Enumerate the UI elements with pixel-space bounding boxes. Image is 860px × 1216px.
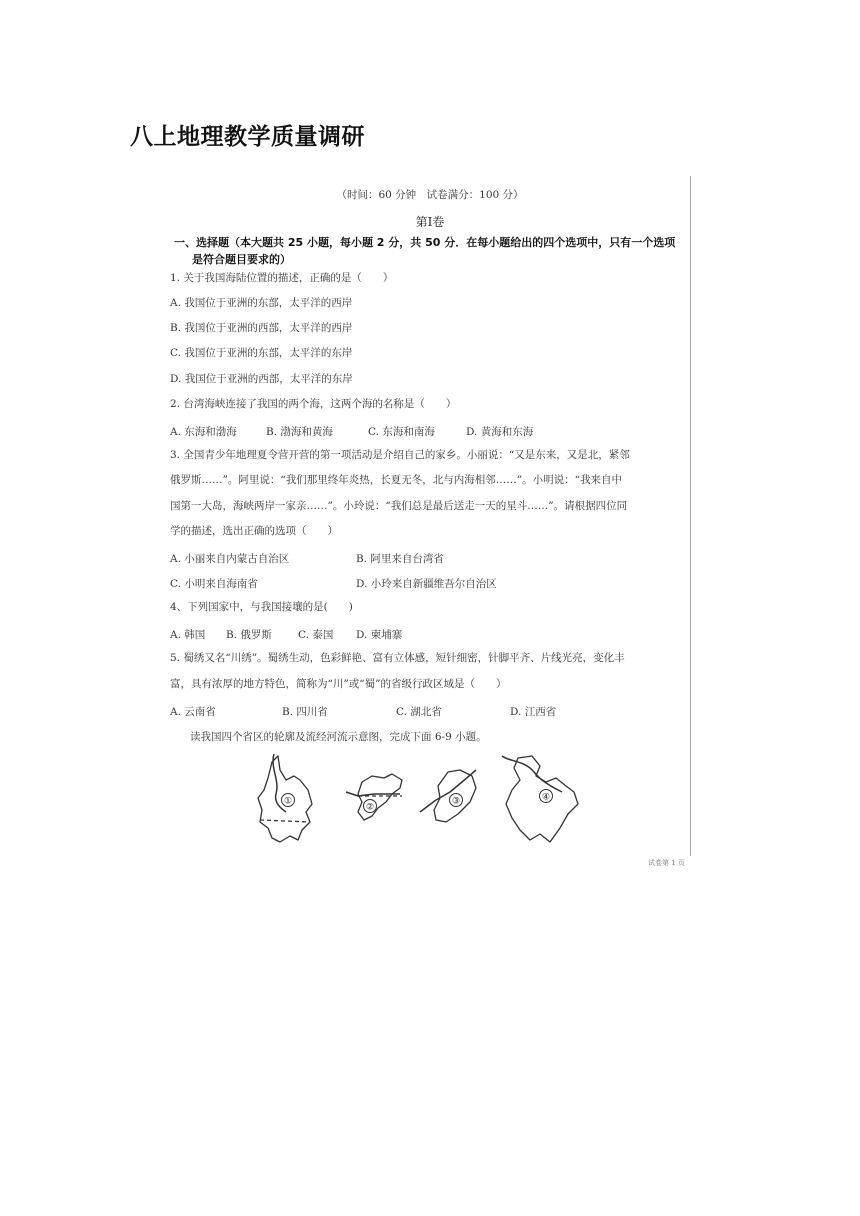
- province-4-label: ④: [541, 792, 551, 803]
- province-4-river: [502, 756, 562, 792]
- question-1-option-b: B. 我国位于亚洲的西部，太平洋的西岸: [170, 322, 353, 334]
- question-3-stem-line3: 国第一大岛，海峡两岸一家亲……”。小玲说：“我们总是最后送走一天的星斗……”。请根据四位同: [170, 500, 628, 512]
- question-2-option-a: A. 东海和渤海: [170, 426, 237, 438]
- question-3-stem-line1: 3. 全国青少年地理夏令营开营的第一项活动是介绍自己的家乡。小丽说：“又是东来，又是北，紧邻: [170, 449, 630, 461]
- question-5-option-d: D. 江西省: [510, 706, 557, 718]
- question-2-stem: 2. 台湾海峡连接了我国的两个海，这两个海的名称是（ ）: [170, 398, 457, 410]
- map-instruction: 读我国四个省区的轮廓及流经河流示意图，完成下面 6-9 小题。: [190, 731, 487, 743]
- exam-volume: 第Ⅰ卷: [415, 215, 445, 229]
- question-3-option-a: A. 小丽来自内蒙古自治区: [170, 553, 290, 565]
- province-3-label: ③: [451, 796, 461, 807]
- question-4-option-c: C. 泰国: [298, 629, 334, 641]
- question-2-option-c: C. 东海和南海: [368, 426, 435, 438]
- question-4-option-d: D. 柬埔寨: [356, 629, 403, 641]
- question-3-stem-line2: 俄罗斯……”。阿里说：“我们那里终年炎热，长夏无冬，北与内海相邻……”。小明说：“我来自中: [170, 474, 622, 486]
- question-1-stem: 1. 关于我国海陆位置的描述，正确的是（ ）: [170, 272, 394, 284]
- question-3-stem-line4: 学的描述，选出正确的选项（ ）: [170, 525, 338, 537]
- question-3-option-b: B. 阿里来自台湾省: [356, 553, 444, 565]
- question-4-stem: 4、下列国家中，与我国接壤的是( ): [170, 601, 353, 613]
- question-5-option-c: C. 湖北省: [396, 706, 442, 718]
- question-4-option-a: A. 韩国: [170, 629, 206, 641]
- question-5-stem-line1: 5. 蜀绣又名“川绣”。蜀绣生动，色彩鲜艳、富有立体感，短针细密，针脚平齐、片线光亮，变化丰: [170, 652, 625, 664]
- section-heading: [174, 234, 694, 268]
- province-2-label: ②: [365, 802, 375, 813]
- section-heading-line2: 是符合题目要求的）: [192, 253, 291, 266]
- question-3-options-row1: [170, 551, 444, 566]
- scan-border: [690, 176, 691, 856]
- question-2-option-d: D. 黄海和东海: [466, 426, 534, 438]
- province-1-label: ①: [283, 796, 293, 807]
- question-2-option-b: B. 渤海和黄海: [266, 426, 333, 438]
- province-1-dashed-line: [260, 820, 310, 822]
- question-3-options-row2: [170, 576, 497, 591]
- question-5-options: [170, 704, 556, 719]
- question-1-option-c: C. 我国位于亚洲的东部，太平洋的东岸: [170, 347, 353, 359]
- section-heading-line1: 一、选择题（本大题共 25 小题，每小题 2 分，共 50 分．在每小题给出的四个选项中，只有一个选项: [174, 236, 676, 249]
- question-1-option-d: D. 我国位于亚洲的西部，太平洋的东岸: [170, 373, 353, 385]
- question-4-options: [170, 627, 402, 642]
- question-4-option-b: B. 俄罗斯: [226, 629, 272, 641]
- question-3-option-d: D. 小玲来自新疆维吾尔自治区: [356, 578, 497, 590]
- province-outline-map: [250, 750, 600, 850]
- page-footer: 试卷第 1 页: [648, 859, 685, 867]
- province-2-outline: [358, 774, 402, 820]
- page-title: 八上地理教学质量调研: [130, 124, 365, 150]
- question-5-stem-line2: 富，具有浓厚的地方特色，简称为“川”或“蜀”的省级行政区域是（ ）: [170, 678, 507, 690]
- exam-meta: （时间：60 分钟 试卷满分：100 分）: [336, 189, 524, 201]
- question-2-options: [170, 424, 533, 439]
- question-5-option-a: A. 云南省: [170, 706, 216, 718]
- question-1-option-a: A. 我国位于亚洲的东部，太平洋的西岸: [170, 297, 353, 309]
- province-3-river: [420, 770, 476, 812]
- question-3-option-c: C. 小明来自海南省: [170, 578, 258, 590]
- question-5-option-b: B. 四川省: [282, 706, 328, 718]
